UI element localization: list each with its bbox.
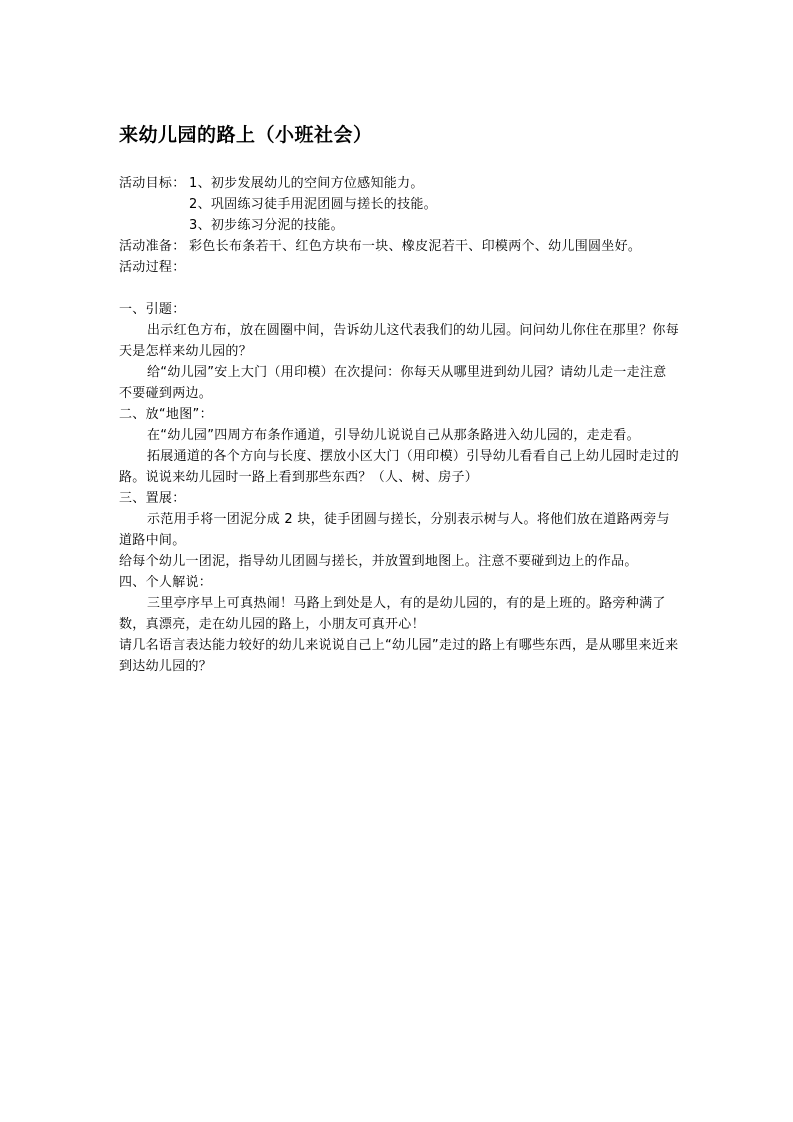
goal-item: 2、巩固练习徒手用泥团圆与搓长的技能。 [189, 197, 437, 212]
paragraph: 三里亭序早上可真热闹！马路上到处是人，有的是幼儿园的，有的是上班的。路旁种满了数，真漂亮，走在幼儿园的路上，小朋友可真开心！ [119, 596, 666, 632]
paragraph: 示范用手将一团泥分成 2 块，徒手团圆与搓长，分别表示树与人。将他们放在道路两旁与道路中间。 [119, 512, 670, 548]
paragraph: 给每个幼儿一团泥，指导幼儿团圆与搓长，并放置到地图上。注意不要碰到边上的作品。 [119, 554, 638, 569]
paragraph: 请几名语言表达能力较好的幼儿来说说自己上“幼儿园”走过的路上有哪些东西，是从哪里来近来到达幼儿园的？ [119, 638, 679, 674]
section-heading: 二、放“地图”： [119, 407, 213, 422]
process-label: 活动过程： [119, 260, 186, 275]
goals-line-1 [119, 173, 679, 194]
section-heading: 一、引题： [119, 302, 186, 317]
section-heading: 三、置展： [119, 491, 186, 506]
document-title: 来幼儿园的路上（小班社会） [119, 124, 373, 146]
goal-item: 1、初步发展幼儿的空间方位感知能力。 [189, 176, 424, 191]
paragraph: 出示红色方布，放在圆圈中间，告诉幼儿这代表我们的幼儿园。问问幼儿你住在那里？你每天是怎样来幼儿园的？ [119, 323, 680, 359]
prep-label: 活动准备： [119, 239, 186, 254]
prep-line [119, 236, 679, 257]
paragraph: 给“幼儿园”安上大门（用印模）在次提问：你每天从哪里进到幼儿园？请幼儿走一走注意不要碰到两边。 [119, 365, 667, 401]
paragraph: 拓展通道的各个方向与长度、摆放小区大门（用印模）引导幼儿看看自己上幼儿园时走过的路。说说来幼儿园时一路上看到那些东西？（人、树、房子） [119, 449, 680, 485]
document-body [119, 122, 679, 677]
goal-item: 3、初步练习分泥的技能。 [189, 218, 344, 233]
spacer [119, 278, 679, 299]
goals-label: 活动目标： [119, 176, 186, 191]
section-heading: 四、个人解说： [119, 575, 213, 590]
prep-text: 彩色长布条若干、红色方块布一块、橡皮泥若干、印模两个、幼儿围圆坐好。 [189, 239, 642, 254]
paragraph: 在“幼儿园”四周方布条作通道，引导幼儿说说自己从那条路进入幼儿园的，走走看。 [147, 428, 640, 443]
